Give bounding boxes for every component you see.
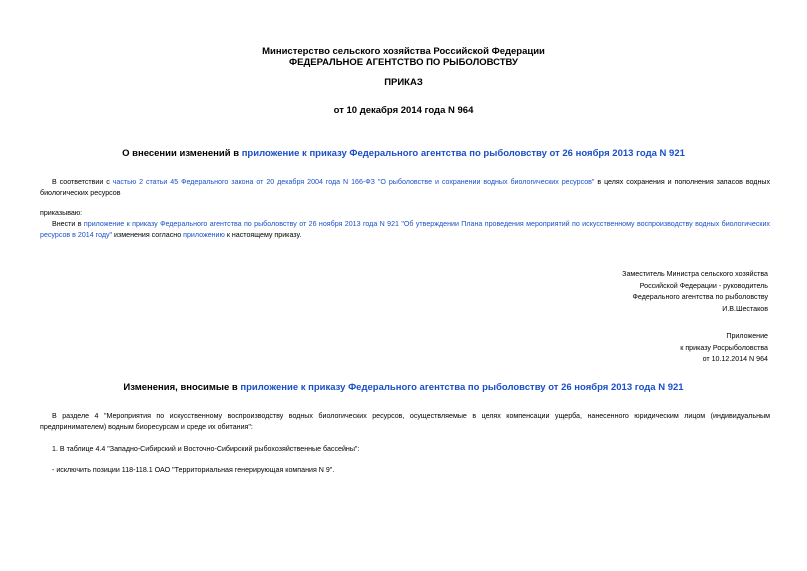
signature-line-3: Федерального агентства по рыболовству (632, 293, 768, 302)
signature-line-1: Заместитель Министра сельского хозяйства (622, 270, 768, 278)
order-text-1: Внести в (52, 220, 84, 228)
document-type: ПРИКАЗ (384, 77, 423, 88)
appendix-link[interactable]: приложению (183, 231, 225, 239)
preamble-paragraph (40, 177, 770, 199)
appendix-ref-line-1: Приложение (726, 332, 768, 340)
preamble-text-1: В соответствии с (52, 178, 113, 186)
appendix-order-link[interactable]: приложение к приказу Федерального агентства по рыболовству от 26 ноября 2013 года N 921 "Об утверждении Плана проведения мероприятий по искусственному воспроизводству водных биологических ресурсов в 2014 году" (40, 220, 770, 239)
order-text-3: к настоящему приказу. (224, 231, 302, 239)
document-title-prefix: О внесении изменений в (122, 148, 242, 159)
agency-name: ФЕДЕРАЛЬНОЕ АГЕНТСТВО ПО РЫБОЛОВСТВУ (289, 57, 518, 68)
document-date-number: от 10 декабря 2014 года N 964 (333, 105, 474, 116)
document-title (0, 148, 807, 159)
signature-name: И.В.Шестаков (722, 304, 768, 313)
order-paragraph (40, 219, 770, 241)
signature-line-2: Российской Федерации - руководитель (639, 281, 768, 290)
section-paragraph: В разделе 4 "Мероприятия по искусственному воспроизводству водных биологических ресурсов, осуществляемые в целях компенсации ущерба, нанесенного юридическим лицом (индивидуальным предпринимателем) водным биоресурсам и среде их обитания": (40, 412, 770, 431)
changes-title (0, 382, 807, 393)
order-word: приказываю: (40, 209, 83, 217)
change-item-2: - исключить позиции 118-118.1 ОАО "Территориальная генерирующая компания N 9". (52, 466, 335, 474)
appendix-reference (508, 331, 768, 366)
appendix-ref-line-2: к приказу Росрыболовства (680, 343, 768, 352)
changes-title-link[interactable]: приложение к приказу Федерального агентства по рыболовству от 26 ноября 2013 года N 921 (240, 382, 684, 393)
appendix-ref-line-3: от 10.12.2014 N 964 (702, 355, 768, 364)
document-title-link[interactable]: приложение к приказу Федерального агентства по рыболовству от 26 ноября 2013 года N 921 (241, 148, 685, 159)
signature-block (508, 269, 768, 315)
changes-title-prefix: Изменения, вносимые в (123, 382, 241, 393)
federal-law-link[interactable]: частью 2 статьи 45 Федерального закона от 20 декабря 2004 года N 166-ФЗ "О рыболовстве и сохранении водных биологических ресурсов" (112, 178, 595, 186)
order-text-2: изменения согласно (112, 231, 184, 239)
ministry-name: Министерство сельского хозяйства Российской Федерации (262, 46, 545, 57)
change-item-1: 1. В таблице 4.4 "Западно-Сибирский и Восточно-Сибирский рыбохозяйственные бассейны": (52, 445, 360, 453)
preamble-text-2: в целях сохранения и пополнения запасов водных биологических ресурсов (40, 178, 771, 197)
